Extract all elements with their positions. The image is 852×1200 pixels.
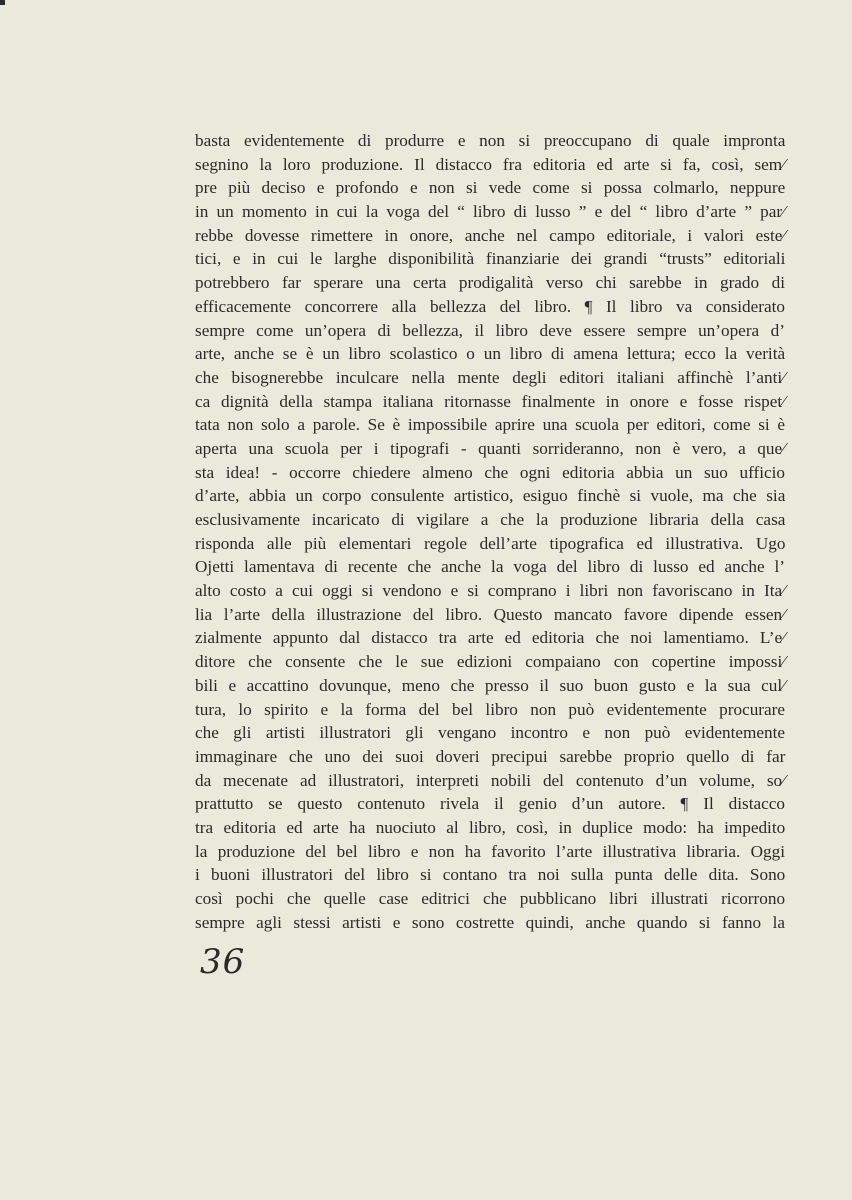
- text-line: immaginare che uno dei suoi doveri precipui sarebbe proprio quello di far: [195, 746, 786, 766]
- text-line: segnino la loro produzione. Il distacco fra editoria ed arte si fa, così, sem⁄: [195, 154, 786, 174]
- text-line: aperta una scuola per i tipografi - quanti sorrideranno, non è vero, a que⁄: [195, 438, 785, 458]
- text-line: zialmente appunto dal distacco tra arte ed editoria che noi lamentiamo. L’e⁄: [195, 628, 785, 648]
- text-line: d’arte, abbia un corpo consulente artistico, esiguo finchè si vuole, ma che sia: [195, 486, 786, 506]
- text-line: arte, anche se è un libro scolastico o un libro di amena lettura; ecco la verità: [195, 344, 786, 364]
- text-line: alto costo a cui oggi si vendono e si comprano i libri non favoriscano in Ita⁄: [195, 581, 785, 601]
- text-line: potrebbero far sperare una certa prodigalità verso chi sarebbe in grado di: [195, 273, 785, 293]
- text-line: lia l’arte della illustrazione del libro. Questo mancato favore dipende essen⁄: [195, 604, 785, 624]
- text-line: sempre agli stessi artisti e sono costrette quindi, anche quando si fanno la: [195, 912, 785, 932]
- text-line: tici, e in cui le larghe disponibilità finanziarie dei grandi “trusts” editoriali: [195, 249, 786, 269]
- text-line: ditore che consente che le sue edizioni compaiano con copertine impossi⁄: [195, 652, 786, 672]
- text-line: la produzione del bel libro e non ha favorito l’arte illustrativa libraria. Oggi: [195, 841, 785, 861]
- text-line: ca dignità della stampa italiana ritornasse finalmente in onore e fosse rispet⁄: [195, 391, 785, 411]
- text-line: prattutto se questo contenuto rivela il genio d’un autore. ¶ Il distacco: [195, 794, 785, 814]
- text-line: tura, lo spirito e la forma del bel libro non può evidentemente procurare: [195, 699, 786, 719]
- page-number: 36: [200, 942, 246, 982]
- text-line: che bisognerebbe inculcare nella mente degli editori italiani affinchè l’anti⁄: [195, 367, 785, 387]
- text-line: sta idea! - occorre chiedere almeno che ogni editoria abbia un suo ufficio: [195, 462, 785, 482]
- text-line: da mecenate ad illustratori, interpreti nobili del contenuto d’un volume, so⁄: [195, 770, 785, 790]
- text-line: tra editoria ed arte ha nuociuto al libro, così, in duplice modo: ha impedito: [195, 817, 786, 837]
- text-line: risponda alle più elementari regole dell’arte tipografica ed illustrativa. Ugo: [195, 533, 786, 553]
- scan-corner-mark: [0, 0, 5, 5]
- text-line: rebbe dovesse rimettere in onore, anche nel campo editoriale, i valori este⁄: [195, 225, 786, 245]
- text-line: così pochi che quelle case editrici che pubblicano libri illustrati ricorrono: [195, 889, 786, 908]
- text-line: bili e accattino dovunque, meno che presso il suo buon gusto e la sua cul⁄: [195, 675, 785, 695]
- text-line: efficacemente concorrere alla bellezza del libro. ¶ Il libro va considerato: [195, 296, 785, 316]
- body-text: [195, 129, 785, 934]
- text-line: esclusivamente incaricato di vigilare a che la produzione libraria della casa: [195, 510, 786, 529]
- text-line: basta evidentemente di produrre e non si preoccupano di quale impronta: [195, 131, 786, 150]
- text-line: in un momento in cui la voga del “ libro di lusso ” e del “ libro d’arte ” par⁄: [195, 202, 785, 222]
- text-line: pre più deciso e profondo e non si vede come si possa colmarlo, neppure: [195, 178, 786, 198]
- text-line: i buoni illustratori del libro si contano tra noi sulla punta delle dita. Sono: [195, 865, 786, 885]
- text-line: tata non solo a parole. Se è impossibile aprire una scuola per editori, come si è: [195, 415, 785, 435]
- text-line: sempre come un’opera di bellezza, il libro deve essere sempre un’opera d’: [195, 320, 785, 340]
- text-line: che gli artisti illustratori gli vengano incontro e non può evidentemente: [195, 723, 785, 743]
- text-line: Ojetti lamentava di recente che anche la voga del libro di lusso ed anche l’: [195, 557, 785, 577]
